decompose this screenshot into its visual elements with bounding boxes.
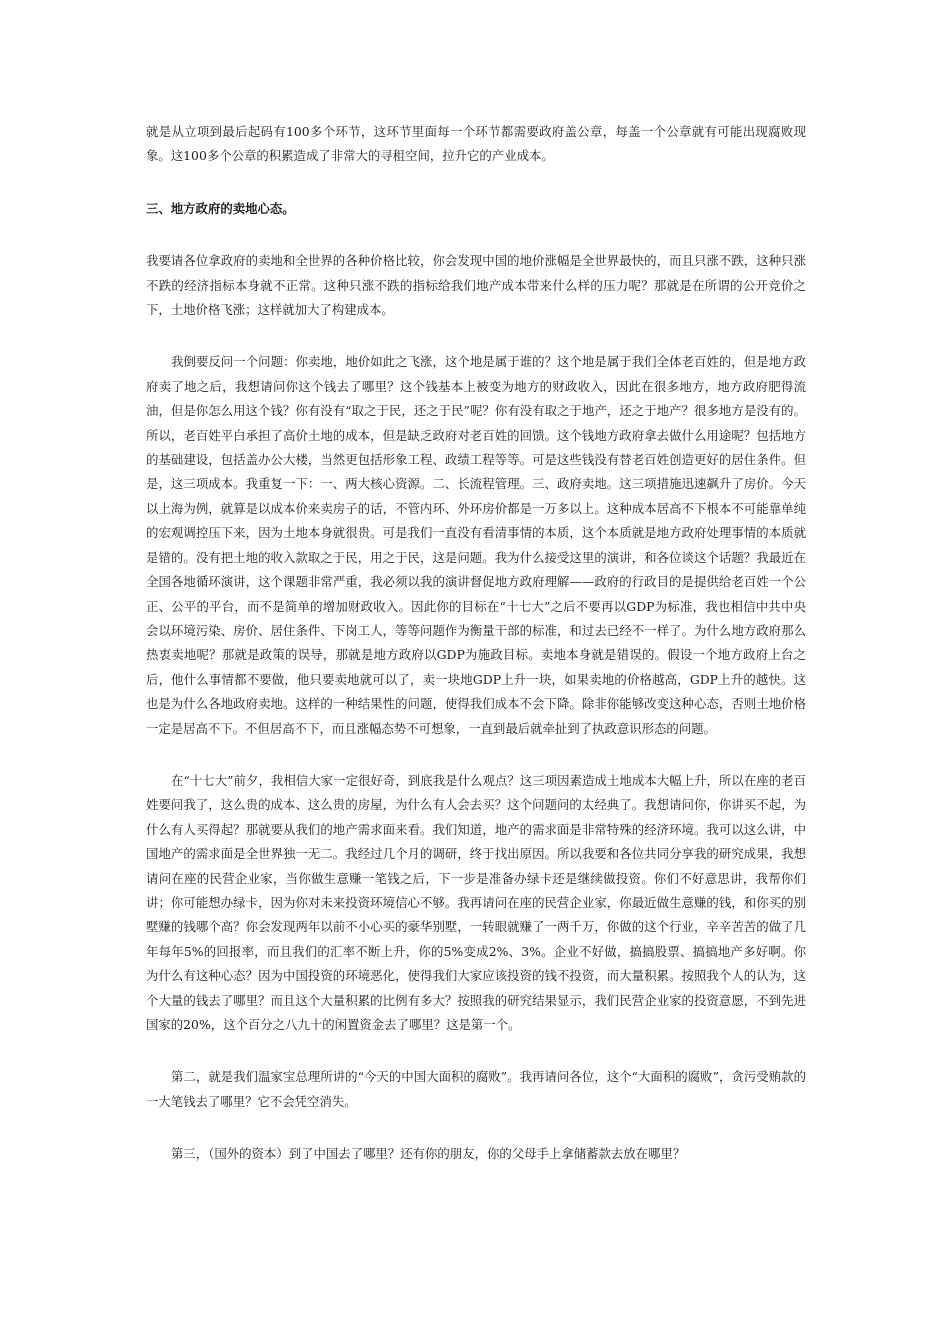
paragraph-6: 第三，（国外的资本）到了中国去了哪里？还有你的朋友，你的父母手上拿储蓄款去放在哪里？ xyxy=(171,1146,686,1162)
paragraph-5: 第二，就是我们温家宝总理所讲的“今天的中国大面积的腐败”。我再请问各位，这个“大面积的腐败”，贪污受贿款的一大笔钱去了哪里？它不会凭空消失。 xyxy=(146,1069,806,1109)
paragraph-2: 我要请各位拿政府的卖地和全世界的各种价格比较，你会发现中国的地价涨幅是全世界最快的，而且只涨不跌，这种只涨不跌的经济指标本身就不正常。这种只涨不跌的指标给我们地产成本带来什么样的压力呢？那就是在所谓的公开竞价之下，土地价格飞涨；这样就加大了构建成本。 xyxy=(146,253,806,318)
section-heading-3: 三、地方政府的卖地心态。 xyxy=(146,200,295,216)
document-body xyxy=(146,120,806,1167)
paragraph-3: 我倒要反问一个问题：你卖地，地价如此之飞涨，这个地是属于谁的？这个地是属于我们全体老百姓的，但是地方政府卖了地之后，我想请问你这个钱去了哪里？这个钱基本上被变为地方的财政收入，因此在很多地方，地方政府肥得流油，但是你怎么用这个钱？你有没有“取之于民，还之于民”呢？你有没有取之于地产，还之于地产？很多地方是没有的。所以，老百姓平白承担了高价土地的成本，但是缺乏政府对老百姓的回馈。这个钱地方政府拿去做什么用途呢？包括地方的基础建设，包括盖办公大楼，当然更包括形象工程、政绩工程等等。可是这些钱没有替老百姓创造更好的居住条件。但是，这三项成本。我重复一下：一、两大核心资源。二、长流程管理。三、政府卖地。这三项措施迅速飙升了房价。今天以上海为例，就算是以成本价来卖房子的话，不管内环、外环房价都是一万多以上。这种成本居高不下根本不可能靠单纯的宏观调控压下来，因为土地本身就很贵。可是我们一直没有看清事情的本质，这个本质就是地方政府处理事情的本质就是错的。没有把土地的收入款取之于民，用之于民，这是问题。我为什么接受这里的演讲，和各位谈这个话题？我最近在全国各地循环演讲，这个课题非常严重，我必须以我的演讲督促地方政府理解——政府的行政目的是提供给老百姓一个公正、公平的平台，而不是简单的增加财政收入。因此你的目标在“十七大”之后不要再以GDP为标准，我也相信中共中央会以环境污染、房价、居住条件、下岗工人，等等问题作为衡量干部的标准，和过去已经不一样了。为什么地方政府那么热衷卖地呢？那就是政策的误导，那就是地方政府以GDP为施政目标。卖地本身就是错误的。假设一个地方政府上台之后，他什么事情都不要做，他只要卖地就可以了，卖一块地GDP上升一块，如果卖地的价格越高，GDP上升的越快。这也是为什么各地政府卖地。这样的一种结果性的问题，使得我们成本不会下降。除非你能够改变这种心态，否则土地价格一定是居高不下。不但居高不下，而且涨幅态势不可想象，一直到最后就牵扯到了执政意识形态的问题。 xyxy=(146,354,806,736)
paragraph-4: 在“十七大”前夕，我相信大家一定很好奇，到底我是什么观点？这三项因素造成土地成本大幅上升，所以在座的老百姓要问我了，这么贵的成本、这么贵的房屋，为什么有人会去买？这个问题问的太经典了。我想请问你，你讲买不起，为什么有人买得起？那就要从我们的地产需求面来看。我们知道，地产的需求面是非常特殊的经济环境。我可以这么讲，中国地产的需求面是全世界独一无二。我经过几个月的调研，终于找出原因。所以我要和各位共同分享我的研究成果，我想请问在座的民营企业家，当你做生意赚一笔钱之后，下一步是准备办绿卡还是继续做投资。你们不好意思讲，我帮你们讲；你可能想办绿卡，因为你对未来投资环境信心不够。我再请问在座的民营企业家，你最近做生意赚的钱，和你买的别墅赚的钱哪个高？你会发现两年以前不小心买的豪华别墅，一转眼就赚了一两千万，你做的这个行业，辛辛苦苦的做了几年每年5%的回报率，而且我们的汇率不断上升，你的5%变成2%、3%。企业不好做，搞搞股票、搞搞地产多好啊。你为什么有这种心态？因为中国投资的环境恶化，使得我们大家应该投资的钱不投资，而大量积累。按照我个人的认为，这个大量的钱去了哪里？而且这个大量积累的比例有多大？按照我的研究结果显示，我们民营企业家的投资意愿，不到先进国家的20%，这个百分之八九十的闲置资金去了哪里？这是第一个。 xyxy=(146,772,806,1032)
paragraph-1: 就是从立项到最后起码有100多个环节，这环节里面每一个环节都需要政府盖公章，每盖一个公章就有可能出现腐败现象。这100多个公章的积累造成了非常大的寻租空间，拉升它的产业成本。 xyxy=(146,124,806,164)
